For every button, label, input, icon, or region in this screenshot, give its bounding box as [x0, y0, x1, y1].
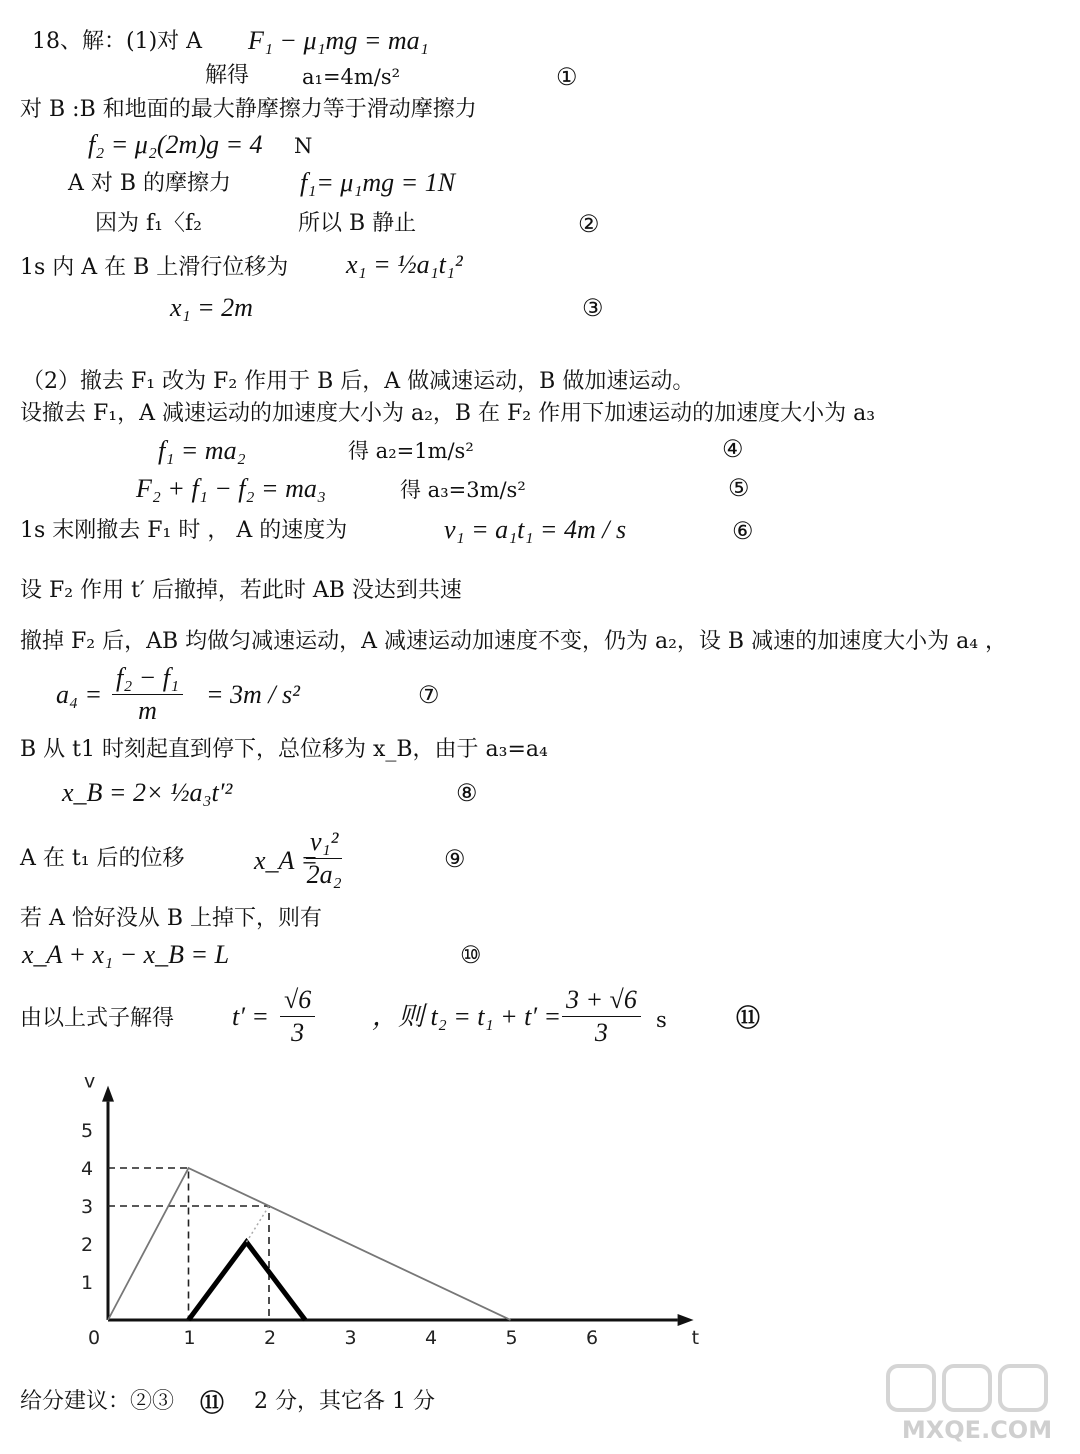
eq-11b-numerator: 3 + √6 [562, 984, 641, 1017]
unit-s: s [656, 1008, 667, 1032]
series-line-thin [108, 1168, 511, 1320]
line-after-remove: 撤掉 F₂ 后，AB 均做匀减速运动，A 减速运动加速度不变，仍为 a₂，设 B 减速的加速度大小为 a₄ ， [20, 629, 1008, 654]
result-a1: a₁=4m/s² [302, 65, 401, 89]
eq-9-numerator: v₁² [306, 826, 342, 859]
eq-7-numerator: f₂ − f₁ [112, 662, 183, 695]
watermark-text: MXQE.COM [901, 1416, 1053, 1444]
line-6-b: 所以 B 静止 [298, 211, 417, 236]
eq-f1: f₁= μ₁mg = 1N [300, 168, 456, 197]
line-3: 对 B :B 和地面的最大静摩擦力等于滑动摩擦力 [20, 97, 477, 122]
eq-11b-fraction [562, 984, 641, 1049]
line-xb-label: B 从 t1 时刻起直到停下，总位移为 x_B，由于 a₃=a₄ [20, 737, 548, 762]
x-tick-label: 4 [425, 1327, 438, 1349]
line-assume-t: 设 F₂ 作用 t′ 后撤掉，若此时 AB 没达到共速 [20, 578, 462, 603]
eq-9-fraction [306, 826, 342, 891]
series-line-dotted [246, 1206, 269, 1242]
x-axis-arrow [678, 1314, 694, 1326]
scoring-label: 给分建议：②③ [20, 1389, 175, 1414]
eq-11b-lhs: ，则 t₂ = t₁ + t′ = [372, 1002, 562, 1031]
circled-11: ⑪ [736, 1004, 760, 1032]
part2-assume: 设撤去 F₁，A 减速运动的加速度大小为 a₂，B 在 F₂ 作用下加速运动的加速度大小为 a₃ [20, 401, 876, 426]
eq-9-denominator: 2a₂ [306, 860, 342, 889]
result-a3: 得 a₃=3m/s² [400, 478, 526, 502]
eq-x1-formula: x₁ = ½a₁t₁² [346, 250, 463, 279]
y-tick-label: 1 [81, 1272, 94, 1294]
eq-x1-value: x₁ = 2m [170, 293, 253, 322]
x-tick-label: 2 [264, 1327, 277, 1349]
line-1-label: 18、解：(1)对 A [32, 29, 203, 54]
eq-8: x_B = 2× ½a₃t′² [62, 778, 233, 807]
eq-11a-denominator: 3 [291, 1018, 305, 1047]
y-axis-arrow [102, 1086, 114, 1102]
y-tick-label: 2 [81, 1234, 94, 1256]
eq-5: F₂ + f₁ − f₂ = ma₃ [136, 474, 326, 503]
eq-7-fraction [112, 662, 183, 727]
x-tick-label: 1 [183, 1327, 196, 1349]
series-line-thick [189, 1242, 306, 1320]
eq-10: x_A + x₁ − x_B = L [22, 940, 230, 969]
line-5-label: A 对 B 的摩擦力 [68, 171, 232, 196]
scoring-circled-11: ⑪ [200, 1389, 224, 1417]
circled-7: ⑦ [418, 681, 440, 709]
line-solve: 由以上式子解得 [20, 1006, 175, 1031]
line-condition: 若 A 恰好没从 B 上掉下，则有 [20, 906, 323, 931]
x-tick-label: 6 [586, 1327, 599, 1349]
line-6-a: 因为 f₁〈f₂ [95, 211, 202, 236]
unit-n: N [294, 134, 313, 158]
circled-8: ⑧ [456, 779, 478, 807]
circled-3: ③ [582, 294, 604, 322]
eq-6: v₁ = a₁t₁ = 4m / s [444, 515, 627, 544]
eq-7-denominator: m [138, 696, 157, 725]
part2-intro: （2）撤去 F₁ 改为 F₂ 作用于 B 后，A 做减速运动，B 做加速运动。 [22, 369, 695, 394]
circled-2: ② [578, 210, 600, 238]
circled-1: ① [556, 63, 578, 91]
eq-9-lhs: x_A = [254, 846, 318, 875]
eq-f2: f₂ = μ₂(2m)g = 4 [88, 130, 263, 159]
eq-7-rhs: = 3m / s² [206, 680, 300, 709]
eq-4: f₁ = ma₂ [158, 436, 246, 465]
x-tick-label: 5 [505, 1327, 518, 1349]
y-tick-label: 3 [81, 1196, 94, 1218]
x-axis-label: t [691, 1327, 700, 1349]
x-tick-label: 0 [88, 1327, 101, 1349]
result-a2: 得 a₂=1m/s² [348, 439, 474, 463]
eq-11b-denominator: 3 [594, 1018, 608, 1047]
circled-9: ⑨ [444, 845, 466, 873]
eq-11a-fraction [280, 984, 315, 1049]
watermark-logo [882, 1362, 1072, 1446]
circled-4: ④ [722, 435, 744, 463]
velocity-time-graph [0, 1050, 760, 1360]
scoring-rest: 2 分，其它各 1 分 [254, 1389, 435, 1414]
eq-11a-lhs: t′ = [232, 1002, 269, 1031]
line-v1-label: 1s 末刚撤去 F₁ 时 ， A 的速度为 [20, 518, 348, 543]
line-2-label: 解得 [205, 63, 250, 88]
eq-11a-numerator: √6 [280, 984, 315, 1017]
circled-10: ⑩ [460, 941, 482, 969]
circled-6: ⑥ [732, 517, 754, 545]
eq-newton-a: F₁ − μ₁mg = ma₁ [248, 26, 429, 55]
eq-7-lhs: a₄ = [56, 680, 103, 709]
circled-5: ⑤ [728, 474, 750, 502]
x-tick-label: 3 [344, 1327, 357, 1349]
y-tick-label: 4 [81, 1158, 94, 1180]
y-tick-label: 5 [81, 1120, 94, 1142]
y-axis-label: v [84, 1070, 96, 1093]
line-7-label: 1s 内 A 在 B 上滑行位移为 [20, 255, 289, 280]
line-xa-label: A 在 t₁ 后的位移 [20, 846, 185, 871]
